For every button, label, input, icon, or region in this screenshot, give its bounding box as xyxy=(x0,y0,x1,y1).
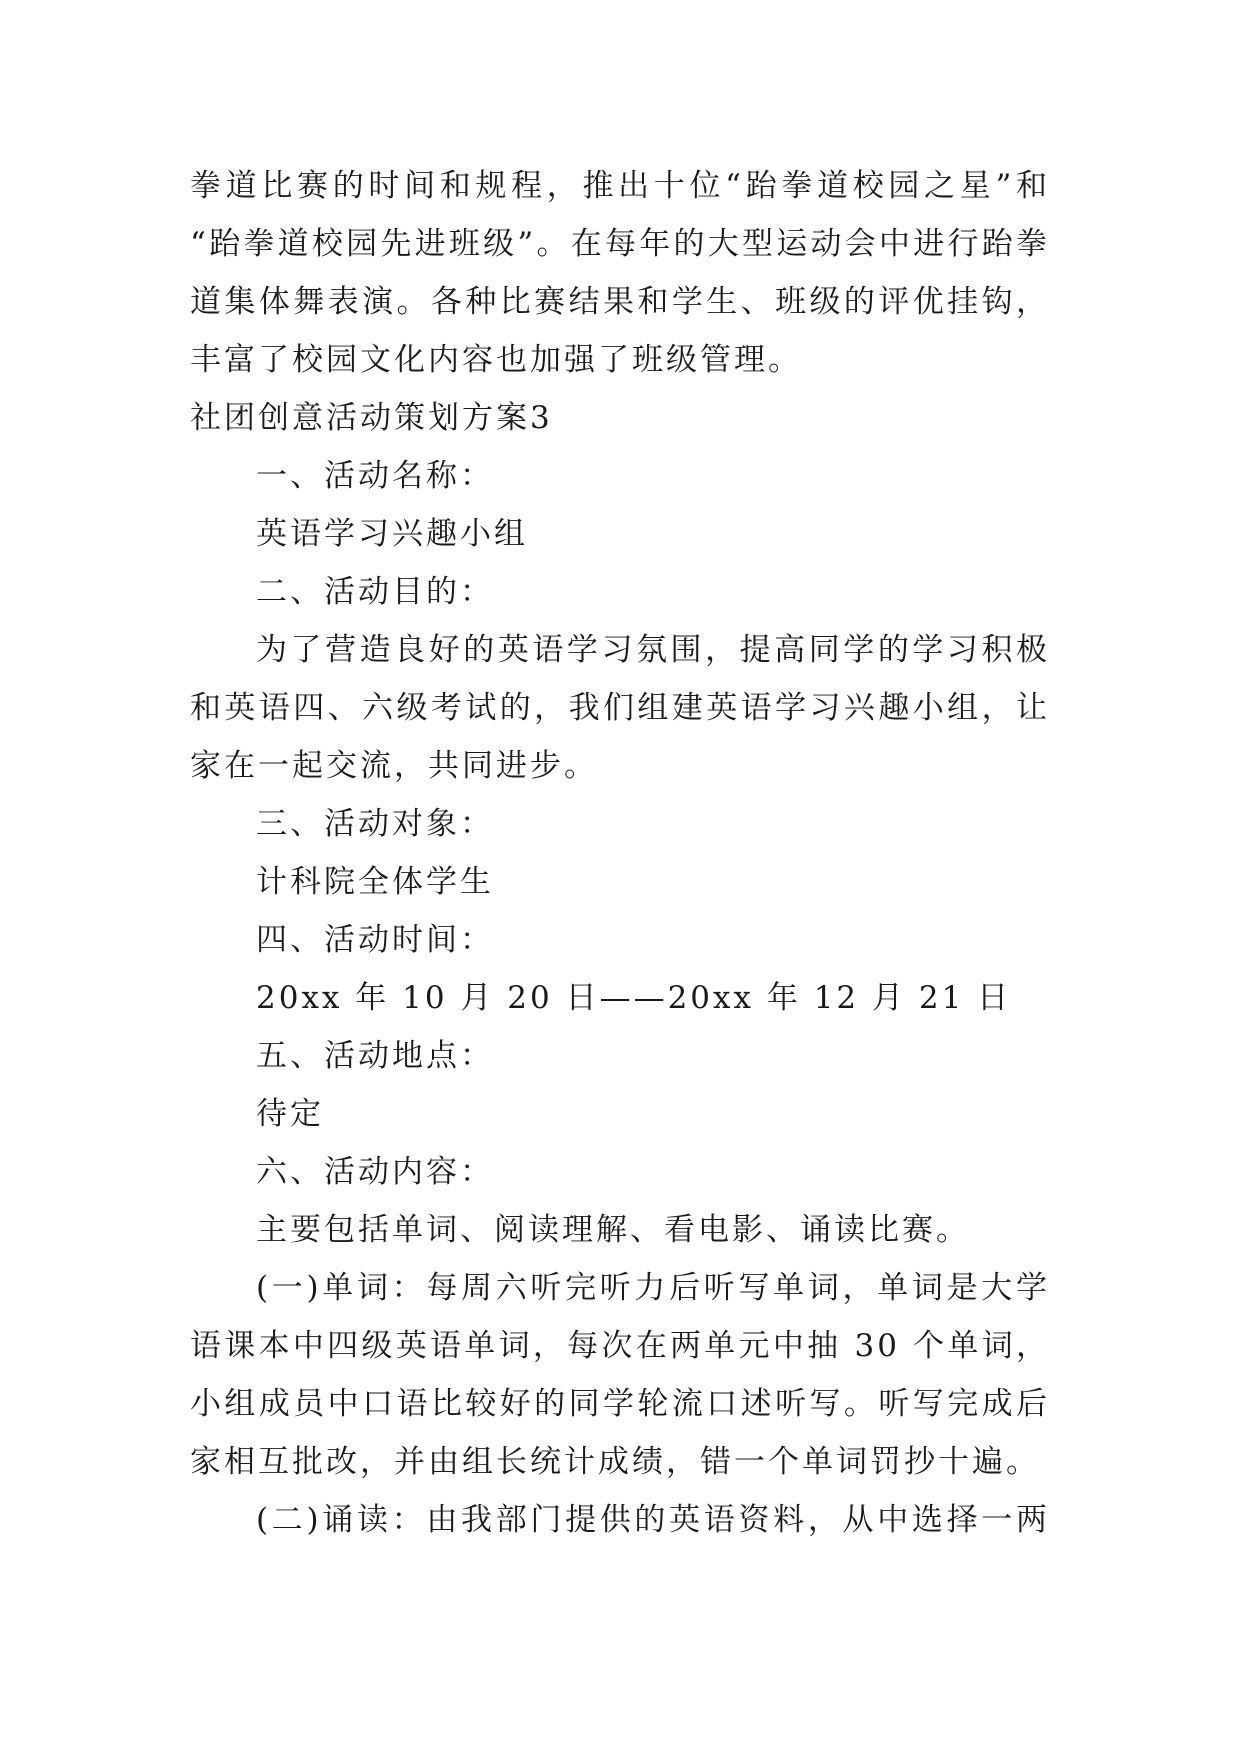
item-heading: 四、活动时间： xyxy=(256,922,494,958)
paragraph-line: “跆拳道校园先进班级”。在每年的大型运动会中进行跆拳 xyxy=(190,226,1050,262)
paragraph-line: 家相互批改，并由组长统计成绩，错一个单词罚抄十遍。 xyxy=(190,1444,1040,1480)
paragraph-line: 和英语四、六级考试的，我们组建英语学习兴趣小组，让 xyxy=(190,690,1050,726)
section-heading: 社团创意活动策划方案3 xyxy=(190,400,553,436)
paragraph-line: (一)单词：每周六听完听力后听写单词，单词是大学 xyxy=(256,1270,1050,1306)
paragraph-line: 待定 xyxy=(256,1096,324,1132)
paragraph-line: 为了营造良好的英语学习氛围，提高同学的学习积极 xyxy=(256,632,1050,668)
paragraph-line: 语课本中四级英语单词，每次在两单元中抽 30 个单词， xyxy=(190,1328,1050,1364)
paragraph-line: 家在一起交流，共同进步。 xyxy=(190,748,598,784)
paragraph-line: (二)诵读：由我部门提供的英语资料，从中选择一两 xyxy=(256,1502,1050,1538)
paragraph-line: 小组成员中口语比较好的同学轮流口述听写。听写完成后 xyxy=(190,1386,1050,1422)
paragraph-line: 丰富了校园文化内容也加强了班级管理。 xyxy=(190,342,802,378)
item-heading: 一、活动名称： xyxy=(256,458,494,494)
item-heading: 三、活动对象： xyxy=(256,806,494,842)
paragraph-line: 计科院全体学生 xyxy=(256,864,494,900)
paragraph-line: 拳道比赛的时间和规程，推出十位“跆拳道校园之星”和 xyxy=(190,168,1050,204)
paragraph-line: 英语学习兴趣小组 xyxy=(256,516,528,552)
item-heading: 六、活动内容： xyxy=(256,1154,494,1190)
item-heading: 二、活动目的： xyxy=(256,574,494,610)
paragraph-line: 道集体舞表演。各种比赛结果和学生、班级的评优挂钩， xyxy=(190,284,1050,320)
paragraph-line: 主要包括单词、阅读理解、看电影、诵读比赛。 xyxy=(256,1212,970,1248)
paragraph-line: 20xx 年 10 月 20 日——20xx 年 12 月 21 日 xyxy=(256,980,1012,1016)
item-heading: 五、活动地点： xyxy=(256,1038,494,1074)
